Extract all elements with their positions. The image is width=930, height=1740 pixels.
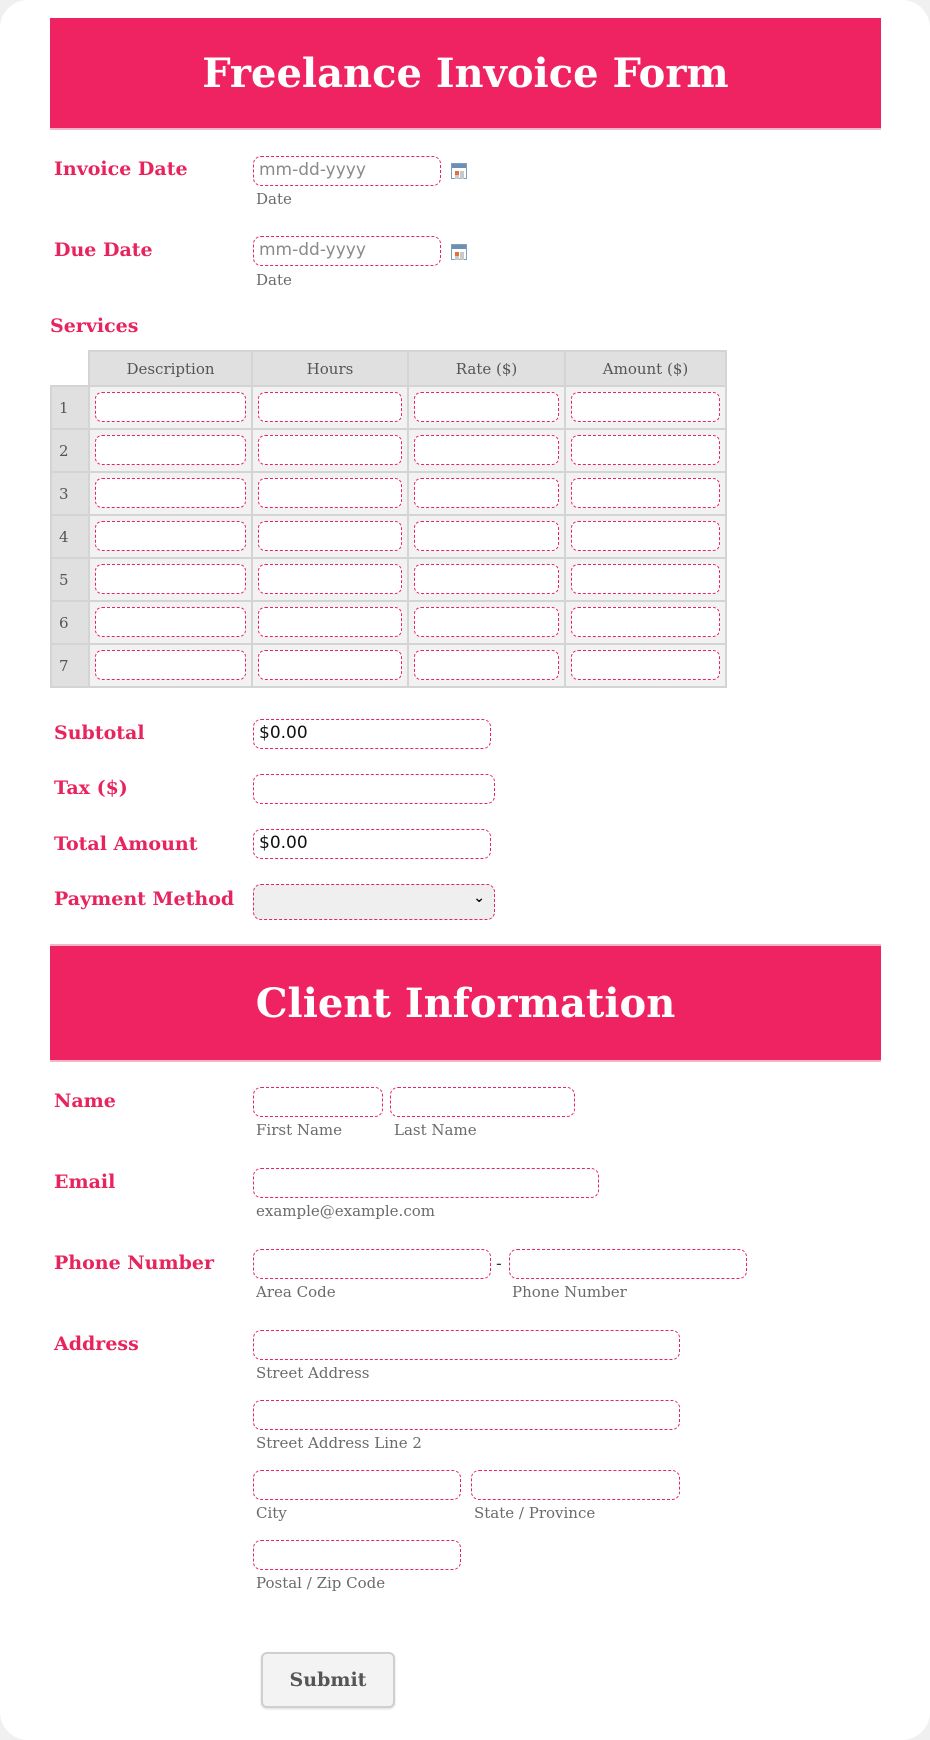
column-header-description: Description: [89, 351, 252, 386]
description-input[interactable]: [95, 435, 246, 465]
submit-button[interactable]: Submit: [261, 1652, 395, 1708]
table-row: [51, 558, 726, 601]
calendar-icon[interactable]: [451, 163, 467, 179]
state-province-sublabel: State / Province: [474, 1504, 596, 1522]
email-label: Email: [54, 1171, 116, 1193]
rate-input[interactable]: [414, 607, 559, 637]
hours-input[interactable]: [258, 392, 402, 422]
first-name-sublabel: First Name: [256, 1121, 343, 1139]
amount-input[interactable]: [571, 521, 720, 551]
row-number: 2: [51, 429, 89, 472]
amount-input[interactable]: [571, 435, 720, 465]
rate-input[interactable]: [414, 435, 559, 465]
amount-input[interactable]: [571, 564, 720, 594]
invoice-date-label: Invoice Date: [54, 158, 188, 180]
row-number: 1: [51, 386, 89, 429]
row-number: 7: [51, 644, 89, 687]
area-code-sublabel: Area Code: [256, 1283, 336, 1301]
chevron-down-icon: ⌄: [473, 890, 485, 906]
area-code-input[interactable]: [253, 1249, 491, 1279]
amount-input[interactable]: [571, 392, 720, 422]
phone-number-label: Phone Number: [54, 1252, 214, 1274]
description-input[interactable]: [95, 392, 246, 422]
description-input[interactable]: [95, 564, 246, 594]
phone-separator: -: [496, 1254, 502, 1273]
state-province-input[interactable]: [471, 1470, 680, 1500]
first-name-input[interactable]: [253, 1087, 383, 1117]
subtotal-input[interactable]: $0.00: [253, 719, 491, 749]
hours-input[interactable]: [258, 607, 402, 637]
city-input[interactable]: [253, 1470, 461, 1500]
due-date-input[interactable]: mm-dd-yyyy: [253, 236, 441, 266]
name-label: Name: [54, 1090, 116, 1112]
rate-input[interactable]: [414, 478, 559, 508]
payment-method-label: Payment Method: [54, 888, 235, 910]
table-row: [51, 644, 726, 687]
table-row: [51, 515, 726, 558]
total-amount-input[interactable]: $0.00: [253, 829, 491, 859]
city-sublabel: City: [256, 1504, 287, 1522]
postal-zip-sublabel: Postal / Zip Code: [256, 1574, 386, 1592]
form-title: Freelance Invoice Form: [202, 50, 729, 97]
column-header-amount: Amount ($): [565, 351, 726, 386]
due-date-label: Due Date: [54, 239, 153, 261]
postal-zip-input[interactable]: [253, 1540, 461, 1570]
row-number: 4: [51, 515, 89, 558]
hours-input[interactable]: [258, 650, 402, 680]
description-input[interactable]: [95, 650, 246, 680]
street-address-input[interactable]: [253, 1330, 680, 1360]
amount-input[interactable]: [571, 650, 720, 680]
hours-input[interactable]: [258, 521, 402, 551]
amount-input[interactable]: [571, 607, 720, 637]
email-sublabel: example@example.com: [256, 1202, 435, 1220]
description-input[interactable]: [95, 607, 246, 637]
street-address-line2-sublabel: Street Address Line 2: [256, 1434, 422, 1452]
client-information-header: [50, 944, 881, 1062]
subtotal-label: Subtotal: [54, 722, 145, 744]
last-name-sublabel: Last Name: [394, 1121, 477, 1139]
street-address-line2-input[interactable]: [253, 1400, 680, 1430]
description-input[interactable]: [95, 478, 246, 508]
total-amount-label: Total Amount: [54, 833, 198, 855]
rate-input[interactable]: [414, 650, 559, 680]
invoice-date-input[interactable]: mm-dd-yyyy: [253, 156, 441, 186]
invoice-date-sublabel: Date: [256, 190, 292, 208]
table-corner: [51, 351, 89, 386]
row-number: 3: [51, 472, 89, 515]
tax-label: Tax ($): [54, 777, 128, 799]
hours-input[interactable]: [258, 478, 402, 508]
amount-input[interactable]: [571, 478, 720, 508]
table-row: [51, 386, 726, 429]
rate-input[interactable]: [414, 564, 559, 594]
table-row: [51, 472, 726, 515]
phone-number-input[interactable]: [509, 1249, 747, 1279]
rate-input[interactable]: [414, 521, 559, 551]
column-header-rate: Rate ($): [408, 351, 565, 386]
table-row: [51, 601, 726, 644]
client-information-title: Client Information: [255, 980, 676, 1027]
row-number: 5: [51, 558, 89, 601]
services-label: Services: [50, 315, 139, 337]
phone-number-sublabel: Phone Number: [512, 1283, 627, 1301]
form-header: [50, 18, 881, 130]
address-label: Address: [54, 1333, 139, 1355]
services-header-row: [51, 351, 726, 386]
street-address-sublabel: Street Address: [256, 1364, 370, 1382]
email-input[interactable]: [253, 1168, 599, 1198]
services-table: [50, 350, 727, 688]
description-input[interactable]: [95, 521, 246, 551]
column-header-hours: Hours: [252, 351, 408, 386]
due-date-sublabel: Date: [256, 271, 292, 289]
rate-input[interactable]: [414, 392, 559, 422]
payment-method-select[interactable]: [253, 884, 495, 920]
hours-input[interactable]: [258, 564, 402, 594]
hours-input[interactable]: [258, 435, 402, 465]
table-row: [51, 429, 726, 472]
calendar-icon[interactable]: [451, 244, 467, 260]
row-number: 6: [51, 601, 89, 644]
last-name-input[interactable]: [390, 1087, 575, 1117]
tax-input[interactable]: [253, 774, 495, 804]
